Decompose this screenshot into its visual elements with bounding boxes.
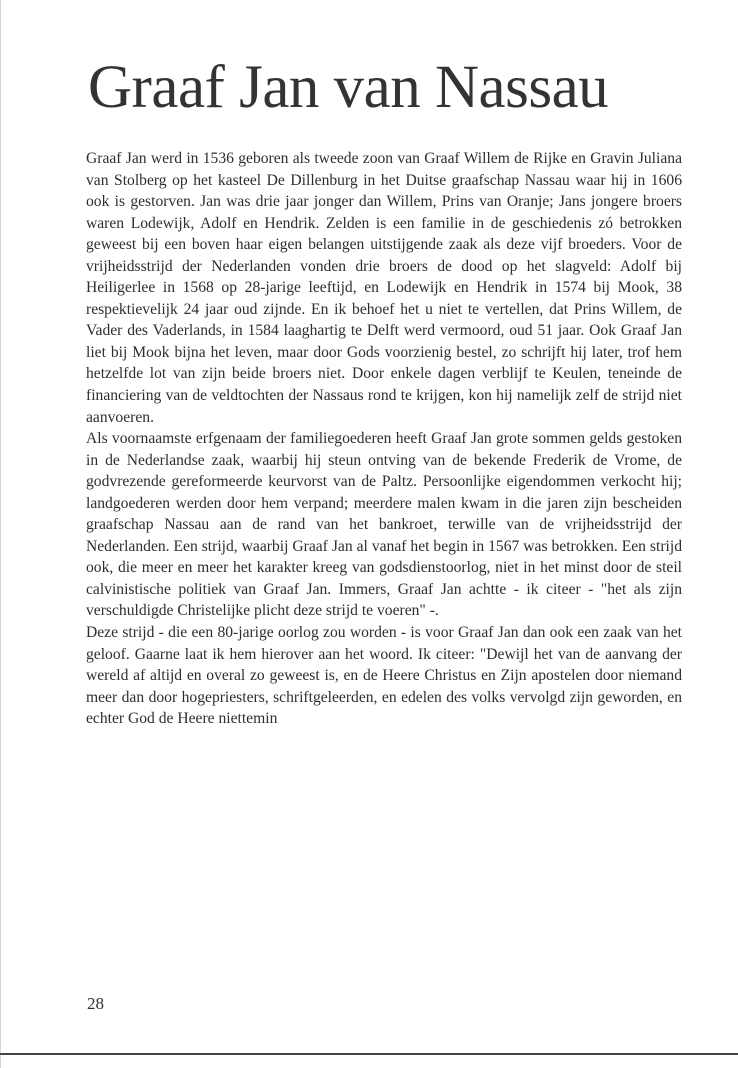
article-body <box>86 148 682 730</box>
paragraph: Als voornaamste erfgenaam der familiegoederen heeft Graaf Jan grote sommen gelds gestoken in de Nederlandse zaak, waarbij hij steun ontving van de bekende Frederik de Vrome, de godvrezende gereformeerde keurvorst van de Paltz. Persoonlijke eigendommen verkocht hij; landgoederen werden door hem verpand; meerdere malen kwam in die jaren zijn bescheiden graafschap Nassau aan de rand van het bankroet, terwille van de vrijheidsstrijd der Nederlanden. Een strijd, waarbij Graaf Jan al vanaf het begin in 1567 was betrokken. Een strijd ook, die meer en meer het karakter kreeg van godsdienstoorlog, niet in het minst door de steil calvinistische politiek van Graaf Jan. Immers, Graaf Jan achtte - ik citeer - "het als zijn verschuldigde Christelijke plicht deze strijd te voeren" -. <box>86 430 682 620</box>
paragraph: Graaf Jan werd in 1536 geboren als tweede zoon van Graaf Willem de Rijke en Gravin Juliana van Stolberg op het kasteel De Dillenburg in het Duitse graafschap Nassau waar hij in 1606 ook is gestorven. Jan was drie jaar jonger dan Willem, Prins van Oranje; Jans jongere broers waren Lodewijk, Adolf en Hendrik. Zelden is een familie in de geschiedenis zó betrokken geweest bij een boven haar eigen belangen uitstijgende zaak als deze vijf broeders. Voor de vrijheidsstrijd der Nederlanden vonden drie broers de dood op het slagveld: Adolf bij Heiligerlee in 1568 op 28-jarige leeftijd, en Lodewijk en Hendrik in 1574 bij Mook, 38 respektievelijk 24 jaar oud zijnde. En ik behoef het u niet te vertellen, dat Prins Willem, de Vader des Vaderlands, in 1584 laaghartig te Delft werd vermoord, oud 51 jaar. Ook Graaf Jan liet bij Mook bijna het leven, maar door Gods voorzienig bestel, zo schrijft hij later, trof hem hetzelfde lot van zijn beide broers niet. Door enkele dagen verblijf te Keulen, teneinde de financiering van de veldtochten der Nassaus rond te krijgen, kon hij namelijk zelf de strijd niet aanvoeren. <box>86 150 682 426</box>
footer-rule <box>0 1053 738 1055</box>
page-number: 28 <box>87 994 104 1013</box>
paragraph: Deze strijd - die een 80-jarige oorlog zou worden - is voor Graaf Jan dan ook een zaak van het geloof. Gaarne laat ik hem hierover aan het woord. Ik citeer: "Dewijl het van de aanvang der wereld af altijd en overal zo geweest is, en de Heere Christus en Zijn apostelen door niemand meer dan door hogepriesters, schriftgeleerden, en edelen des volks vervolgd zijn geworden, en echter God de Heere niettemin <box>86 624 682 728</box>
page-edge-line <box>0 0 1 1068</box>
page-title: Graaf Jan van Nassau <box>88 54 609 121</box>
